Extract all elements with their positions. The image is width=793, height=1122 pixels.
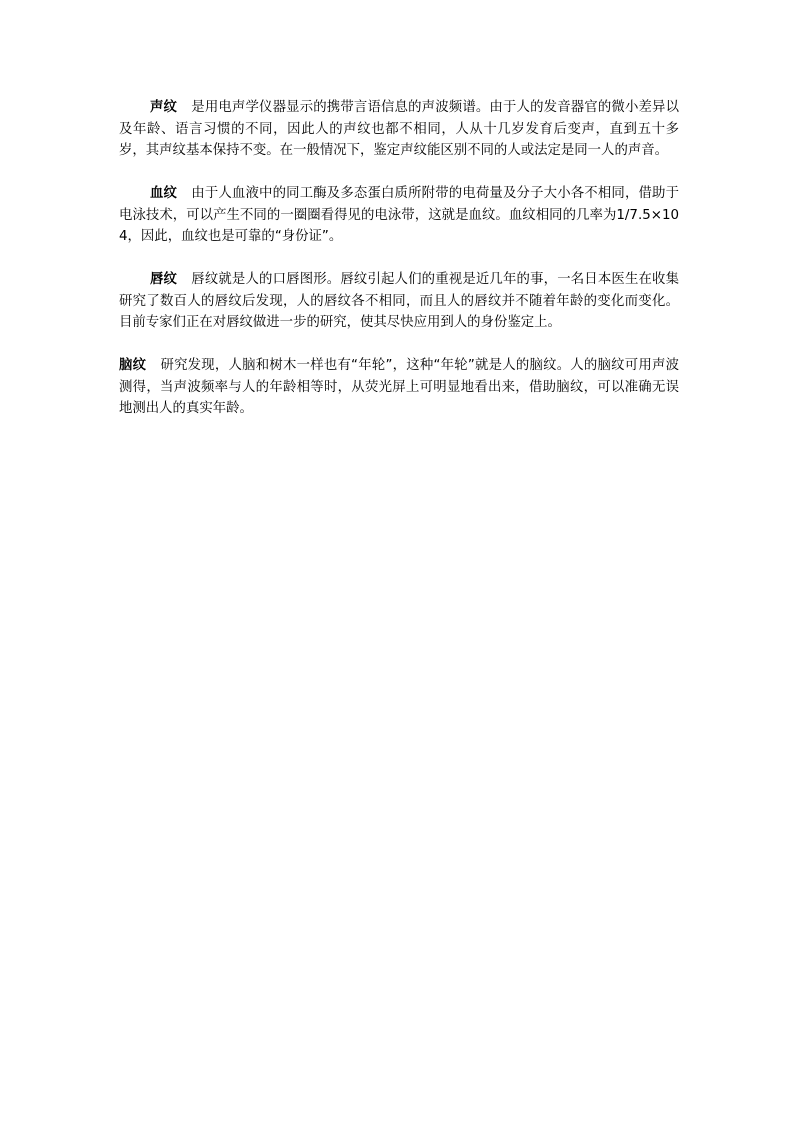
- paragraph-voiceprint: [119, 97, 679, 162]
- term-brainprint: 脑纹: [119, 358, 147, 373]
- paragraph-brainprint: [119, 355, 679, 420]
- paragraph-lipprint: [119, 269, 679, 334]
- paragraph-text: 由于人血液中的同工酶及多态蛋白质所附带的电荷量及分子大小各不相同，借助于电泳技术，可以产生不同的一圈圈看得见的电泳带，这就是血纹。血纹相同的几率为1/7.5×104，因此，血纹也是可靠的“身份证”。: [119, 186, 680, 244]
- term-lipprint: 唇纹: [150, 272, 178, 287]
- term-bloodprint: 血纹: [150, 186, 178, 201]
- paragraph-text: 研究发现，人脑和树木一样也有“年轮”，这种“年轮”就是人的脑纹。人的脑纹可用声波测得，当声波频率与人的年龄相等时，从荧光屏上可明显地看出来，借助脑纹，可以准确无误地测出人的真实年龄。: [119, 358, 680, 416]
- paragraph-text: 唇纹就是人的口唇图形。唇纹引起人们的重视是近几年的事，一名日本医生在收集研究了数百人的唇纹后发现，人的唇纹各不相同，而且人的唇纹并不随着年龄的变化而变化。目前专家们正在对唇纹做进一步的研究，使其尽快应用到人的身份鉴定上。: [119, 272, 680, 330]
- paragraph-bloodprint: [119, 183, 679, 248]
- document-body: [119, 97, 679, 441]
- term-voiceprint: 声纹: [150, 100, 178, 115]
- paragraph-text: 是用电声学仪器显示的携带言语信息的声波频谱。由于人的发音器官的微小差异以及年龄、语言习惯的不同，因此人的声纹也都不相同，人从十几岁发育后变声，直到五十多岁，其声纹基本保持不变。在一般情况下，鉴定声纹能区别不同的人或法定是同一人的声音。: [119, 100, 680, 158]
